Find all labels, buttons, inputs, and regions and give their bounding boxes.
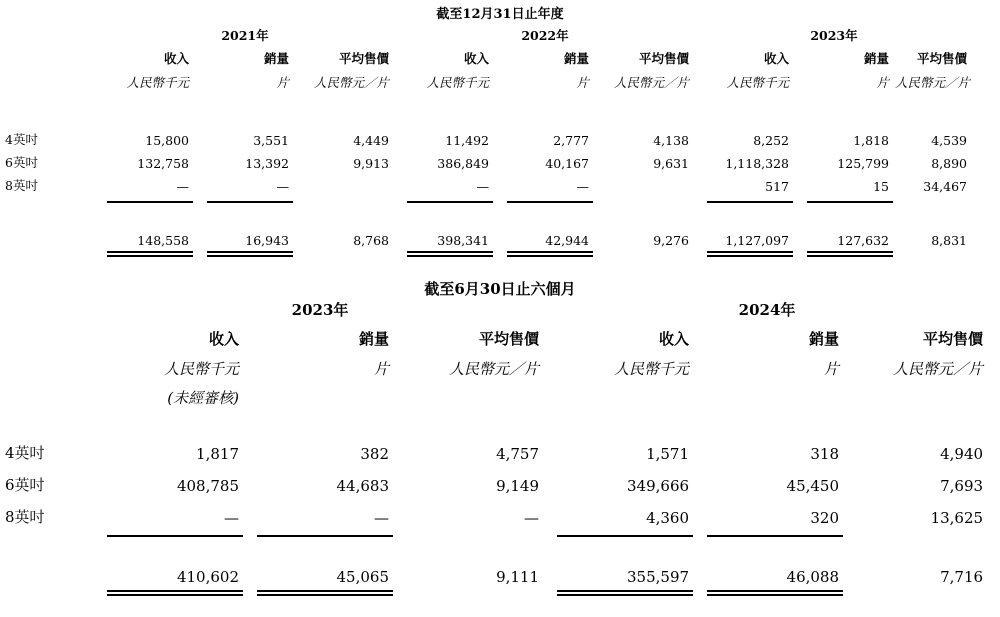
- unit-header: 人民幣千元: [426, 75, 489, 90]
- total-cell: 16,943: [195, 228, 295, 250]
- total-row-label: [5, 228, 95, 250]
- unit-header: 片: [373, 360, 389, 378]
- data-cell: 318: [810, 445, 840, 463]
- data-cell: 517: [695, 173, 795, 196]
- table-row: [5, 46, 973, 69]
- table-row: [5, 322, 989, 351]
- data-cell: 4,757: [496, 445, 540, 463]
- column-header: 收入: [163, 51, 189, 66]
- column-header: 銷量: [358, 330, 389, 348]
- data-cell: —: [495, 173, 595, 196]
- table-row: [5, 410, 989, 433]
- data-cell: 386,849: [437, 156, 489, 171]
- data-cell: 8,252: [753, 133, 789, 148]
- table-row: [5, 465, 989, 497]
- column-header: 收入: [763, 51, 789, 66]
- data-cell: 9,149: [496, 477, 540, 495]
- unit-header: 片: [824, 360, 840, 378]
- note-cell: [545, 381, 695, 410]
- corner-cell: [5, 351, 95, 381]
- interim-sales-table: [5, 298, 989, 588]
- corner-cell: [5, 322, 95, 351]
- data-cell: 4,360: [545, 497, 695, 529]
- data-cell: 349,666: [627, 477, 690, 495]
- data-cell: 9,913: [353, 156, 389, 171]
- total-cell: 8,831: [931, 233, 967, 248]
- total-cell: 8,768: [353, 233, 389, 248]
- total-cell: 410,602: [95, 558, 245, 588]
- table-row: [5, 150, 973, 173]
- unit-header: 人民幣千元: [163, 360, 239, 378]
- spacer: [5, 410, 989, 433]
- unit-header: 人民幣元／片: [449, 360, 540, 378]
- column-header: 平均售價: [479, 330, 540, 348]
- table-row: [5, 433, 989, 465]
- data-cell: 4,539: [931, 133, 967, 148]
- unaudited-note: (未經審核): [167, 389, 239, 407]
- data-cell: —: [95, 173, 195, 196]
- unit-header: 人民幣千元: [126, 75, 189, 90]
- column-header: 收入: [208, 330, 239, 348]
- data-cell: 11,492: [445, 133, 489, 148]
- interim-table-title: 截至6月30日止六個月: [424, 280, 576, 298]
- column-header: 平均售價: [923, 330, 984, 348]
- total-cell: 9,276: [653, 233, 689, 248]
- data-cell: 320: [695, 497, 845, 529]
- row-label: 6英吋: [5, 155, 38, 170]
- table-row: [5, 24, 973, 46]
- unit-header: 片: [276, 75, 289, 90]
- column-header: 銷量: [563, 51, 589, 66]
- unit-header: 片: [876, 75, 889, 90]
- total-cell: 398,341: [395, 228, 495, 250]
- row-label: 6英吋: [5, 476, 45, 494]
- column-header: 收入: [463, 51, 489, 66]
- column-header: 銷量: [263, 51, 289, 66]
- table-row: [5, 127, 973, 150]
- note-cell: [395, 381, 545, 410]
- data-cell: 2,777: [553, 133, 589, 148]
- data-cell: 7,693: [940, 477, 984, 495]
- table-row: [5, 497, 989, 529]
- unit-header: 人民幣千元: [614, 360, 690, 378]
- total-cell: 1,127,097: [695, 228, 795, 250]
- data-cell: 44,683: [336, 477, 389, 495]
- table-row: [5, 381, 989, 410]
- annual-sales-table: [5, 24, 973, 250]
- data-cell: 15,800: [145, 133, 189, 148]
- total-cell: 355,597: [545, 558, 695, 588]
- total-cell: 148,558: [95, 228, 195, 250]
- data-cell: —: [524, 509, 540, 527]
- column-header: 銷量: [809, 330, 840, 348]
- column-header: 平均售價: [338, 51, 389, 66]
- data-cell: —: [395, 173, 495, 196]
- total-cell: 127,632: [795, 228, 895, 250]
- data-cell: 40,167: [545, 156, 589, 171]
- data-cell: —: [95, 497, 245, 529]
- row-label: 4英吋: [5, 444, 45, 462]
- data-cell: 1,817: [196, 445, 239, 463]
- table-row: [5, 173, 973, 196]
- total-cell: 9,111: [496, 568, 540, 586]
- data-cell: 132,758: [137, 156, 189, 171]
- table-row: [5, 351, 989, 381]
- column-header: 銷量: [863, 51, 889, 66]
- unit-header: 片: [576, 75, 589, 90]
- data-cell: 4,138: [653, 133, 689, 148]
- row-label: 4英吋: [5, 132, 38, 147]
- year-label: 2022年: [521, 28, 569, 43]
- note-cell: [245, 381, 395, 410]
- data-cell: 45,450: [786, 477, 840, 495]
- data-cell: 15: [795, 173, 895, 196]
- data-cell: 408,785: [176, 477, 239, 495]
- total-cell: 46,088: [695, 558, 845, 588]
- year-label: 2023年: [810, 28, 858, 43]
- data-cell: 34,467: [923, 179, 967, 194]
- table-row: [5, 93, 973, 127]
- year-label: 2021年: [221, 28, 269, 43]
- column-header: 平均售價: [916, 51, 967, 66]
- unit-header: 人民幣元／片: [613, 75, 689, 90]
- corner-cell: [5, 69, 95, 93]
- year-label: 2023年: [291, 301, 349, 319]
- data-cell: 1,571: [646, 445, 690, 463]
- annual-table-title: 截至12月31日止年度: [436, 7, 564, 22]
- data-cell: 9,631: [653, 156, 689, 171]
- data-cell: 382: [360, 445, 389, 463]
- corner-cell: [5, 46, 95, 69]
- spacer: [5, 93, 973, 127]
- unit-header: 人民幣元／片: [893, 360, 984, 378]
- unit-header: 人民幣元／片: [895, 75, 971, 90]
- data-cell: 4,449: [353, 133, 389, 148]
- data-cell: 125,799: [837, 156, 889, 171]
- data-cell: —: [195, 173, 295, 196]
- table-row: [5, 298, 989, 322]
- note-cell: [845, 381, 989, 410]
- table-row: [5, 228, 973, 250]
- data-cell: 8,890: [931, 156, 967, 171]
- corner-cell: [5, 24, 95, 46]
- data-cell: 3,551: [253, 133, 289, 148]
- table-row: [5, 69, 973, 93]
- column-header: 平均售價: [638, 51, 689, 66]
- spacer: [5, 529, 989, 558]
- data-cell: 1,118,328: [725, 156, 789, 171]
- total-cell: 42,944: [495, 228, 595, 250]
- row-label: 8英吋: [5, 508, 45, 526]
- corner-cell: [5, 381, 95, 410]
- data-cell: [595, 173, 695, 196]
- data-cell: 13,392: [245, 156, 289, 171]
- corner-cell: [5, 298, 95, 322]
- unit-header: 人民幣千元: [726, 75, 789, 90]
- row-label: 8英吋: [5, 178, 38, 193]
- data-cell: 13,625: [930, 509, 984, 527]
- table-row: [5, 558, 989, 588]
- total-row-label: [5, 558, 95, 588]
- note-cell: [695, 381, 845, 410]
- data-cell: [295, 173, 395, 196]
- table-row: [5, 529, 989, 558]
- data-cell: —: [245, 497, 395, 529]
- total-cell: 45,065: [245, 558, 395, 588]
- data-cell: 1,818: [853, 133, 889, 148]
- year-label: 2024年: [738, 301, 796, 319]
- unit-header: 人民幣元／片: [313, 75, 389, 90]
- data-cell: 4,940: [940, 445, 984, 463]
- total-cell: 7,716: [940, 568, 984, 586]
- column-header: 收入: [659, 330, 690, 348]
